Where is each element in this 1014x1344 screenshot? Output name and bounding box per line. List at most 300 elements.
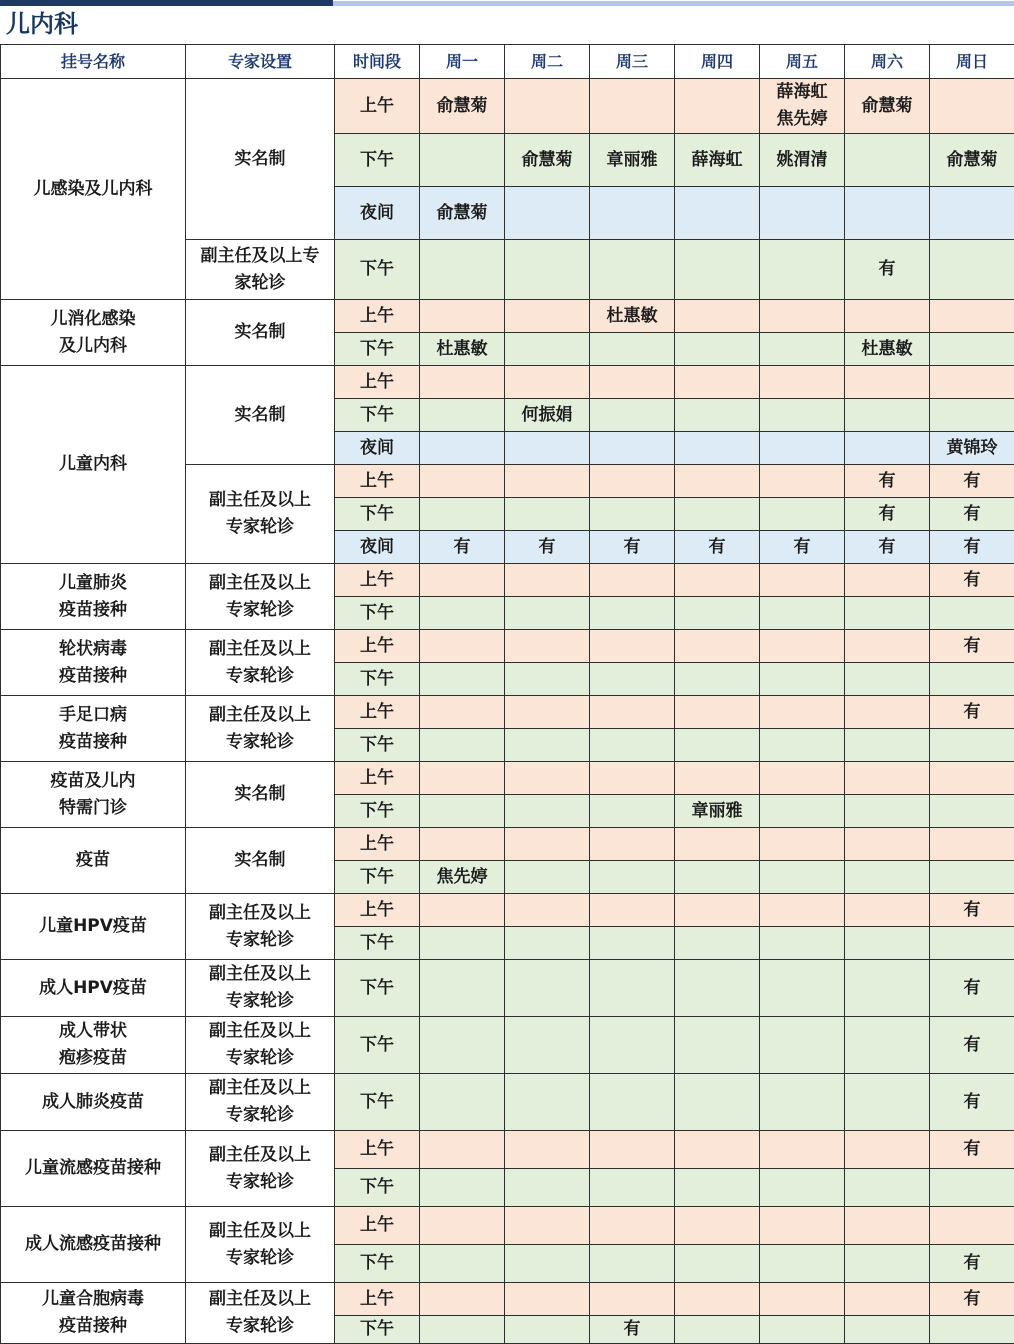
schedule-cell [590, 630, 675, 663]
expert-setting-cell: 实名制 [186, 300, 335, 366]
expert-setting-cell: 副主任及以上 专家轮诊 [186, 564, 335, 630]
table-row [1, 630, 1014, 663]
schedule-cell [760, 630, 845, 663]
schedule-cell [845, 300, 930, 333]
header-cell: 挂号名称 [1, 45, 186, 79]
schedule-cell [845, 1017, 930, 1074]
schedule-cell [420, 696, 505, 729]
schedule-cell [505, 432, 590, 465]
schedule-cell [930, 1169, 1014, 1207]
schedule-cell [675, 432, 760, 465]
schedule-cell [590, 1245, 675, 1283]
schedule-cell [420, 663, 505, 696]
schedule-cell [505, 1074, 590, 1131]
schedule-cell [845, 663, 930, 696]
schedule-cell [590, 366, 675, 399]
schedule-cell: 杜惠敏 [420, 333, 505, 366]
schedule-cell [845, 795, 930, 828]
schedule-cell [675, 79, 760, 134]
expert-setting-cell: 副主任及以上 专家轮诊 [186, 1074, 335, 1131]
schedule-cell [590, 1207, 675, 1245]
time-slot-cell: 下午 [335, 1074, 420, 1131]
schedule-cell: 何振娟 [505, 399, 590, 432]
schedule-cell [845, 729, 930, 762]
schedule-cell [760, 366, 845, 399]
schedule-cell: 俞慧菊 [930, 134, 1014, 187]
time-slot-cell: 夜间 [335, 187, 420, 240]
registration-name-cell: 儿童合胞病毒 疫苗接种 [1, 1283, 186, 1344]
schedule-cell [675, 1131, 760, 1169]
time-slot-cell: 上午 [335, 894, 420, 927]
schedule-cell [675, 597, 760, 630]
schedule-cell [420, 630, 505, 663]
time-slot-cell: 下午 [335, 729, 420, 762]
schedule-cell [420, 1131, 505, 1169]
registration-name-cell: 儿童肺炎 疫苗接种 [1, 564, 186, 630]
time-slot-cell: 上午 [335, 79, 420, 134]
time-slot-cell: 上午 [335, 300, 420, 333]
schedule-cell [675, 1207, 760, 1245]
schedule-cell: 薛海虹 [675, 134, 760, 187]
schedule-cell: 有 [760, 531, 845, 564]
schedule-cell [675, 1017, 760, 1074]
schedule-cell [675, 498, 760, 531]
schedule-cell [590, 762, 675, 795]
time-slot-cell: 上午 [335, 762, 420, 795]
schedule-cell [590, 927, 675, 960]
schedule-cell [590, 795, 675, 828]
schedule-cell: 俞慧菊 [505, 134, 590, 187]
expert-setting-cell: 实名制 [186, 79, 335, 240]
schedule-cell [760, 564, 845, 597]
table-row [1, 696, 1014, 729]
schedule-cell [590, 465, 675, 498]
schedule-cell [845, 927, 930, 960]
schedule-cell [505, 630, 590, 663]
time-slot-cell: 下午 [335, 399, 420, 432]
schedule-cell [420, 828, 505, 861]
schedule-cell: 薛海虹 焦先婷 [760, 79, 845, 134]
schedule-cell [505, 1207, 590, 1245]
schedule-cell [760, 1131, 845, 1169]
schedule-cell [675, 696, 760, 729]
schedule-cell [675, 333, 760, 366]
time-slot-cell: 下午 [335, 1316, 420, 1344]
registration-name-cell: 儿感染及儿内科 [1, 79, 186, 300]
schedule-cell [505, 960, 590, 1017]
time-slot-cell: 下午 [335, 498, 420, 531]
schedule-cell [675, 564, 760, 597]
table-row [1, 79, 1014, 134]
header-cell: 专家设置 [186, 45, 335, 79]
schedule-cell [760, 729, 845, 762]
schedule-cell [675, 762, 760, 795]
registration-name-cell: 轮状病毒 疫苗接种 [1, 630, 186, 696]
schedule-cell [845, 828, 930, 861]
schedule-cell [930, 300, 1014, 333]
time-slot-cell: 上午 [335, 1131, 420, 1169]
schedule-cell [845, 696, 930, 729]
expert-setting-cell: 实名制 [186, 366, 335, 465]
schedule-cell [675, 861, 760, 894]
registration-name-cell: 成人HPV疫苗 [1, 960, 186, 1017]
title-underline-light [333, 1, 1014, 6]
schedule-cell [590, 240, 675, 300]
schedule-cell: 有 [845, 465, 930, 498]
expert-setting-cell: 副主任及以上 专家轮诊 [186, 465, 335, 564]
header-cell: 周四 [675, 45, 760, 79]
time-slot-cell: 下午 [335, 1017, 420, 1074]
expert-setting-cell: 实名制 [186, 762, 335, 828]
schedule-cell [505, 1131, 590, 1169]
schedule-cell: 有 [930, 1017, 1014, 1074]
schedule-cell [760, 465, 845, 498]
table-row [1, 1207, 1014, 1245]
schedule-cell: 有 [930, 564, 1014, 597]
schedule-cell [930, 333, 1014, 366]
schedule-cell: 杜惠敏 [590, 300, 675, 333]
schedule-cell [420, 597, 505, 630]
schedule-cell [760, 432, 845, 465]
schedule-cell [760, 927, 845, 960]
header-cell: 周六 [845, 45, 930, 79]
schedule-cell [420, 729, 505, 762]
schedule-cell [420, 894, 505, 927]
schedule-cell [420, 300, 505, 333]
schedule-cell [675, 1316, 760, 1344]
schedule-cell: 焦先婷 [420, 861, 505, 894]
schedule-cell [590, 498, 675, 531]
schedule-cell [930, 187, 1014, 240]
schedule-cell [590, 432, 675, 465]
header-cell: 周日 [930, 45, 1014, 79]
schedule-cell [845, 366, 930, 399]
schedule-cell [420, 564, 505, 597]
header-cell: 周五 [760, 45, 845, 79]
schedule-cell [590, 1283, 675, 1316]
schedule-cell [420, 1316, 505, 1344]
schedule-cell [590, 696, 675, 729]
schedule-cell: 有 [930, 960, 1014, 1017]
schedule-cell [675, 663, 760, 696]
schedule-cell [930, 861, 1014, 894]
time-slot-cell: 上午 [335, 630, 420, 663]
title-underline-dark [0, 0, 333, 6]
schedule-cell [845, 597, 930, 630]
schedule-cell [675, 729, 760, 762]
schedule-cell [760, 333, 845, 366]
expert-setting-cell: 副主任及以上 专家轮诊 [186, 630, 335, 696]
time-slot-cell: 下午 [335, 333, 420, 366]
registration-name-cell: 儿童HPV疫苗 [1, 894, 186, 960]
table-row [1, 564, 1014, 597]
registration-name-cell: 成人流感疫苗接种 [1, 1207, 186, 1283]
time-slot-cell: 下午 [335, 1245, 420, 1283]
schedule-cell [420, 1017, 505, 1074]
time-slot-cell: 上午 [335, 564, 420, 597]
schedule-cell [930, 762, 1014, 795]
schedule-cell [590, 597, 675, 630]
schedule-cell: 有 [420, 531, 505, 564]
schedule-cell [930, 240, 1014, 300]
registration-name-cell: 疫苗 [1, 828, 186, 894]
schedule-cell [505, 300, 590, 333]
time-slot-cell: 下午 [335, 240, 420, 300]
schedule-cell [505, 1283, 590, 1316]
schedule-cell: 章丽雅 [675, 795, 760, 828]
table-row [1, 828, 1014, 861]
schedule-cell [505, 498, 590, 531]
registration-name-cell: 成人带状 疱疹疫苗 [1, 1017, 186, 1074]
table-row [1, 762, 1014, 795]
schedule-cell [590, 894, 675, 927]
schedule-cell [590, 663, 675, 696]
schedule-cell [505, 729, 590, 762]
expert-setting-cell: 副主任及以上 专家轮诊 [186, 960, 335, 1017]
table-row [1, 300, 1014, 333]
schedule-cell [845, 187, 930, 240]
schedule-cell [845, 1283, 930, 1316]
time-slot-cell: 下午 [335, 663, 420, 696]
schedule-cell [420, 1245, 505, 1283]
schedule-cell [590, 1131, 675, 1169]
schedule-cell [505, 240, 590, 300]
schedule-cell [675, 927, 760, 960]
registration-name-cell: 儿童内科 [1, 366, 186, 564]
schedule-cell [675, 465, 760, 498]
schedule-cell: 黄锦玲 [930, 432, 1014, 465]
schedule-cell [845, 1131, 930, 1169]
schedule-cell [420, 1169, 505, 1207]
schedule-cell [760, 894, 845, 927]
schedule-cell [760, 960, 845, 1017]
schedule-cell [845, 630, 930, 663]
time-slot-cell: 下午 [335, 134, 420, 187]
schedule-cell [930, 399, 1014, 432]
schedule-cell [590, 79, 675, 134]
expert-setting-cell: 副主任及以上 专家轮诊 [186, 1017, 335, 1074]
schedule-cell [760, 1017, 845, 1074]
table-row [1, 894, 1014, 927]
schedule-cell [760, 861, 845, 894]
schedule-cell [675, 1074, 760, 1131]
schedule-cell [420, 1207, 505, 1245]
schedule-cell [930, 663, 1014, 696]
schedule-cell [675, 240, 760, 300]
time-slot-cell: 下午 [335, 861, 420, 894]
schedule-cell [845, 894, 930, 927]
schedule-cell [675, 399, 760, 432]
schedule-cell [760, 1207, 845, 1245]
schedule-cell [505, 762, 590, 795]
schedule-cell [420, 762, 505, 795]
registration-name-cell: 成人肺炎疫苗 [1, 1074, 186, 1131]
schedule-cell [675, 187, 760, 240]
schedule-cell [420, 366, 505, 399]
schedule-cell: 俞慧菊 [420, 187, 505, 240]
time-slot-cell: 下午 [335, 597, 420, 630]
schedule-cell [845, 861, 930, 894]
table-row [1, 1074, 1014, 1131]
schedule-cell [590, 960, 675, 1017]
schedule-cell [760, 187, 845, 240]
schedule-cell [675, 1245, 760, 1283]
schedule-cell: 有 [930, 498, 1014, 531]
schedule-cell: 有 [930, 894, 1014, 927]
table-row [1, 1283, 1014, 1316]
schedule-cell [420, 498, 505, 531]
schedule-cell [505, 597, 590, 630]
time-slot-cell: 上午 [335, 828, 420, 861]
schedule-cell: 章丽雅 [590, 134, 675, 187]
expert-setting-cell: 副主任及以上 专家轮诊 [186, 696, 335, 762]
schedule-cell: 有 [590, 1316, 675, 1344]
schedule-cell [590, 399, 675, 432]
registration-name-cell: 疫苗及儿内 特需门诊 [1, 762, 186, 828]
registration-name-cell: 手足口病 疫苗接种 [1, 696, 186, 762]
schedule-cell [930, 828, 1014, 861]
schedule-cell [845, 1207, 930, 1245]
schedule-cell [420, 1283, 505, 1316]
schedule-cell [505, 564, 590, 597]
schedule-cell [420, 927, 505, 960]
schedule-cell [505, 465, 590, 498]
registration-name-cell: 儿消化感染 及儿内科 [1, 300, 186, 366]
header-cell: 周一 [420, 45, 505, 79]
schedule-cell [845, 1074, 930, 1131]
schedule-cell [760, 300, 845, 333]
schedule-cell [675, 630, 760, 663]
schedule-cell [760, 1074, 845, 1131]
schedule-cell [590, 828, 675, 861]
schedule-cell [760, 828, 845, 861]
schedule-cell [930, 1316, 1014, 1344]
time-slot-cell: 下午 [335, 927, 420, 960]
schedule-cell [930, 729, 1014, 762]
schedule-cell [420, 399, 505, 432]
schedule-cell [505, 696, 590, 729]
schedule-cell [760, 795, 845, 828]
time-slot-cell: 上午 [335, 366, 420, 399]
schedule-cell: 姚渭清 [760, 134, 845, 187]
time-slot-cell: 下午 [335, 795, 420, 828]
time-slot-cell: 夜间 [335, 432, 420, 465]
schedule-cell: 有 [930, 1245, 1014, 1283]
schedule-cell [845, 1169, 930, 1207]
schedule-cell [675, 1169, 760, 1207]
schedule-cell: 有 [930, 630, 1014, 663]
schedule-cell [845, 399, 930, 432]
schedule-cell [845, 1316, 930, 1344]
schedule-cell [845, 960, 930, 1017]
schedule-cell [505, 828, 590, 861]
expert-setting-cell: 副主任及以上 专家轮诊 [186, 1131, 335, 1207]
schedule-cell: 有 [930, 1283, 1014, 1316]
schedule-cell [420, 134, 505, 187]
schedule-cell [675, 366, 760, 399]
schedule-cell [590, 333, 675, 366]
schedule-cell [760, 1316, 845, 1344]
schedule-cell [675, 1283, 760, 1316]
schedule-cell [675, 960, 760, 1017]
schedule-cell: 有 [845, 240, 930, 300]
schedule-cell [505, 366, 590, 399]
schedule-cell [420, 432, 505, 465]
schedule-cell [505, 333, 590, 366]
expert-setting-cell: 副主任及以上 专家轮诊 [186, 1283, 335, 1344]
schedule-cell: 杜惠敏 [845, 333, 930, 366]
schedule-cell: 有 [675, 531, 760, 564]
schedule-cell: 有 [505, 531, 590, 564]
schedule-cell [590, 729, 675, 762]
time-slot-cell: 夜间 [335, 531, 420, 564]
schedule-cell [505, 1017, 590, 1074]
schedule-cell [675, 828, 760, 861]
schedule-cell [505, 894, 590, 927]
expert-setting-cell: 实名制 [186, 828, 335, 894]
schedule-cell [590, 1017, 675, 1074]
time-slot-cell: 下午 [335, 960, 420, 1017]
schedule-cell [845, 1245, 930, 1283]
table-row [1, 960, 1014, 1017]
schedule-cell: 俞慧菊 [845, 79, 930, 134]
schedule-cell [505, 1245, 590, 1283]
schedule-cell: 有 [930, 1074, 1014, 1131]
schedule-cell: 有 [845, 498, 930, 531]
expert-setting-cell: 副主任及以上 专家轮诊 [186, 894, 335, 960]
header-cell: 周三 [590, 45, 675, 79]
time-slot-cell: 上午 [335, 1207, 420, 1245]
schedule-cell: 有 [930, 465, 1014, 498]
schedule-cell [845, 432, 930, 465]
schedule-cell [760, 240, 845, 300]
page-title: 儿内科 [6, 8, 78, 40]
header-row [1, 45, 1014, 79]
header-cell: 时间段 [335, 45, 420, 79]
schedule-cell: 有 [930, 531, 1014, 564]
schedule-cell [760, 1245, 845, 1283]
schedule-cell [505, 927, 590, 960]
schedule-cell [760, 1169, 845, 1207]
schedule-cell [675, 300, 760, 333]
schedule-cell [420, 1074, 505, 1131]
schedule-cell [505, 1169, 590, 1207]
schedule-cell [505, 663, 590, 696]
schedule-cell [505, 187, 590, 240]
schedule-cell: 有 [930, 1131, 1014, 1169]
schedule-cell [505, 861, 590, 894]
schedule-cell [760, 498, 845, 531]
schedule-cell [845, 564, 930, 597]
schedule-cell [845, 762, 930, 795]
schedule-cell [590, 861, 675, 894]
schedule-cell [505, 795, 590, 828]
schedule-cell [760, 597, 845, 630]
schedule-cell [420, 240, 505, 300]
expert-setting-cell: 副主任及以上 专家轮诊 [186, 1207, 335, 1283]
schedule-cell [420, 795, 505, 828]
schedule-cell [930, 366, 1014, 399]
time-slot-cell: 上午 [335, 1283, 420, 1316]
schedule-cell [505, 1316, 590, 1344]
schedule-cell [420, 465, 505, 498]
registration-name-cell: 儿童流感疫苗接种 [1, 1131, 186, 1207]
header-cell: 周二 [505, 45, 590, 79]
expert-setting-cell: 副主任及以上专 家轮诊 [186, 240, 335, 300]
schedule-cell [760, 762, 845, 795]
time-slot-cell: 上午 [335, 696, 420, 729]
schedule-cell [930, 597, 1014, 630]
